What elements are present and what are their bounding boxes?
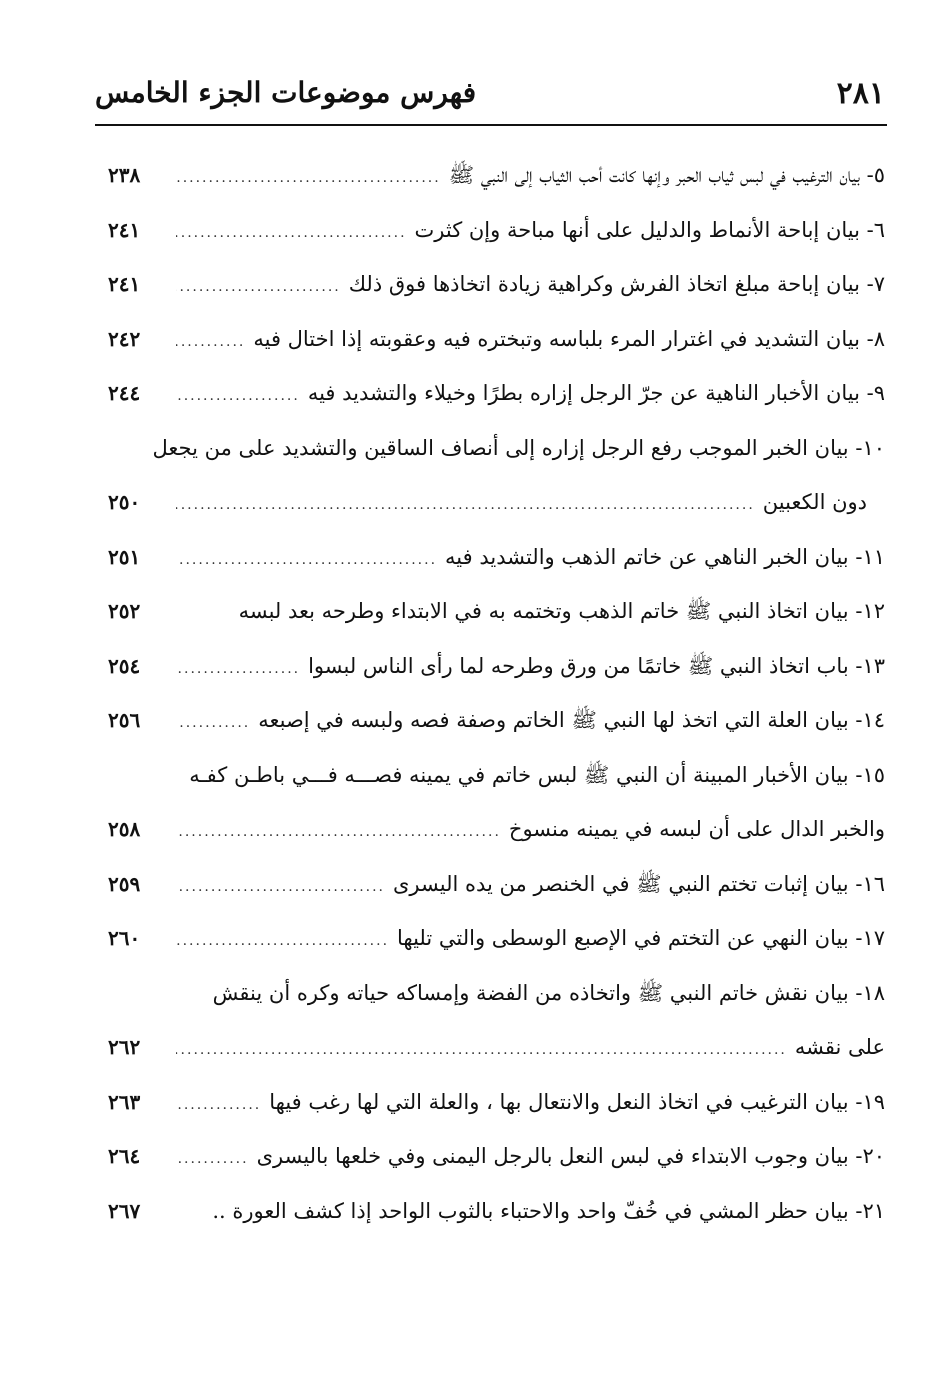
leader-dots [176,1023,787,1078]
toc-entry-page: ٢٥١ [108,544,141,569]
toc-entry-page: ٢٥٨ [108,817,141,841]
toc-entry-page: ٢٦٧ [108,1198,141,1223]
leader-dots [176,260,341,315]
toc-entry [108,1184,885,1239]
toc-entry-title: ٨- بيان التشديد في اغترار المرء بلباسه وتبختره فيه وعقوبته إذا اختال فيه [253,326,885,351]
toc-entry [108,257,885,312]
leader-dots [176,696,250,751]
leader-dots [176,151,441,206]
toc-entry-title: ٢١- بيان حظر المشي في خُفّ واحد والاحتباء بالثوب الواحد إذا كشف العورة .. [212,1198,885,1223]
toc-entry [108,639,885,694]
toc-entry [108,530,885,585]
leader-dots [176,478,755,533]
toc-entry-page: ٢٥٤ [108,653,141,678]
toc-entry-title: ١٧- بيان النهي عن التختم في الإصبع الوسطى والتي تليها [397,926,885,950]
toc-entry-title: ٥- بيان الترغيب في لبس ثياب الحبر وإنها كانت أحب الثياب إلى النبي ﷺ [448,163,885,187]
toc-entry [108,203,885,258]
leader-dots [176,914,389,969]
leader-dots [176,315,245,370]
toc-entry-title: ١٠- بيان الخبر الموجب رفع الرجل إزاره إلى أنصاف الساقين والتشديد على من يجعل [152,435,885,460]
toc-entry-title: ٦- بيان إباحة الأنماط والدليل على أنها مباحة وإن كثرت [414,217,885,242]
leader-dots [176,642,300,697]
toc-entry-page: ٢٦٣ [108,1089,141,1114]
table-of-contents [108,148,885,1238]
toc-entry-title: ٧- بيان إباحة مبلغ اتخاذ الفرش وكراهية زيادة اتخاذها فوق ذلك [348,272,885,296]
leader-dots [176,1078,261,1133]
leader-dots [176,860,385,915]
toc-entry-title: ١٤- بيان العلة التي اتخذ لها النبي ﷺ الخاتم وصفة فصه ولبسه في إصبعه [258,708,885,732]
toc-entry [108,312,885,367]
leader-dots [176,369,300,424]
toc-entry-continuation [108,802,885,857]
toc-entry [108,966,885,1021]
toc-entry [108,1075,885,1130]
toc-entry [108,857,885,912]
toc-entry-title: ١٢- بيان اتخاذ النبي ﷺ خاتم الذهب وتختمه به في الابتداء وطرحه بعد لبسه [238,599,885,623]
toc-entry-page: ٢٦٢ [108,1035,141,1059]
toc-entry [108,911,885,966]
toc-entry-title: ٩- بيان الأخبار الناهية عن جرّ الرجل إزاره بطرًا وخيلاء والتشديد فيه [307,381,885,405]
toc-entry-title: دون الكعبين [762,490,867,514]
toc-entry-title: ١٣- باب اتخاذ النبي ﷺ خاتمًا من ورق وطرحه لما رأى الناس لبسوا [308,653,885,678]
toc-entry-page: ٢٦٤ [108,1144,141,1168]
toc-entry [108,693,885,748]
toc-entry-page: ٢٤١ [108,217,141,242]
toc-entry-title: ١٥- بيان الأخبار المبينة أن النبي ﷺ لبس خاتم في يمينه فصـــه فـــي باطـن كفـه [189,762,885,787]
toc-entry-title: والخبر الدال على أن لبسه في يمينه منسوخ [508,817,885,841]
toc-entry-page: ٢٥٢ [108,599,141,623]
toc-entry-title: ١٩- بيان الترغيب في اتخاذ النعل والانتعال بها ، والعلة التي لها رغب فيها [269,1089,885,1114]
toc-entry [108,1129,885,1184]
toc-entry-page: ٢٤١ [108,272,141,296]
toc-entry-title: ١٨- بيان نقش خاتم النبي ﷺ واتخاذه من الفضة وإمساكه حياته وكره أن ينقش [212,980,885,1005]
toc-entry-title: ٢٠- بيان وجوب الابتداء في لبس النعل بالرجل اليمنى وفي خلعها باليسرى [256,1144,885,1168]
toc-entry [108,148,885,203]
toc-entry-page: ٢٥٩ [108,871,141,896]
toc-entry-continuation [108,1020,885,1075]
page-header [95,70,885,120]
leader-dots [176,1132,249,1187]
toc-entry-page: ٢٤٢ [108,326,141,351]
leader-dots [176,805,501,860]
toc-entry-page: ٢٥٦ [108,708,141,732]
toc-entry [108,584,885,639]
page-number: ٢٨١ [836,76,885,111]
toc-entry-page: ٢٣٨ [108,163,141,187]
toc-entry-continuation [108,475,885,530]
toc-entry-title: ١١- بيان الخبر الناهي عن خاتم الذهب والتشديد فيه [445,544,885,569]
leader-dots [176,206,407,261]
toc-entry-title: ١٦- بيان إثبات تختم النبي ﷺ في الخنصر من يده اليسرى [393,871,885,896]
leader-dots [176,533,437,588]
toc-entry [108,421,885,476]
toc-entry [108,748,885,803]
toc-entry [108,366,885,421]
toc-entry-title: على نقشه [794,1035,885,1059]
header-divider [95,124,887,126]
toc-entry-page: ٢٤٤ [108,381,141,405]
page-title: فهرس موضوعات الجزء الخامس [95,76,477,109]
toc-entry-page: ٢٦٠ [108,926,141,950]
toc-entry-page: ٢٥٠ [108,490,141,514]
